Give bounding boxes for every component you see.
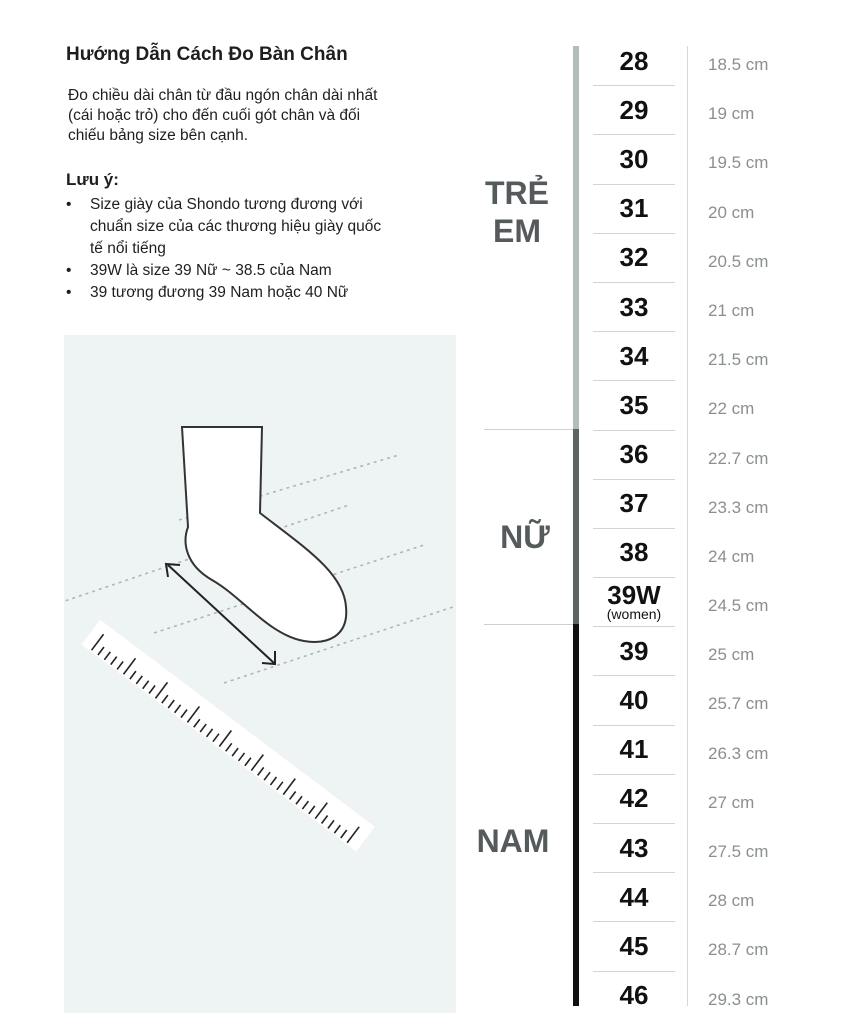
size-row — [593, 775, 833, 824]
shoe-size-value: 31 — [619, 193, 649, 224]
note-line: 39W là size 39 Nữ ~ 38.5 của Nam — [90, 262, 332, 279]
foot-length: 22.7 cm — [708, 448, 769, 468]
shoe-size — [593, 922, 675, 970]
shoe-size-value: 35 — [619, 389, 649, 420]
shoe-size-value: 37 — [619, 488, 649, 519]
size-row — [593, 529, 833, 578]
size-row — [593, 37, 833, 86]
guide-intro — [68, 86, 458, 146]
shoe-size — [593, 480, 675, 528]
foot-length: 23.3 cm — [708, 497, 769, 517]
group-bar-women — [573, 429, 579, 624]
size-row — [593, 480, 833, 529]
size-row — [593, 283, 833, 332]
note-heading: Lưu ý: — [66, 170, 119, 189]
note-line: 39 tương đương 39 Nam hoặc 40 Nữ — [90, 284, 349, 301]
sock-foot-shape — [182, 427, 346, 642]
foot-length: 27.5 cm — [708, 842, 769, 861]
group-label-women — [495, 518, 555, 556]
shoe-size-value: 36 — [619, 439, 649, 470]
shoe-size — [593, 431, 675, 479]
foot-length: 24 cm — [708, 546, 755, 566]
group-label-line: TRẺ — [485, 175, 549, 211]
shoe-size — [593, 283, 675, 331]
size-row — [593, 332, 833, 381]
foot-length: 19.5 cm — [708, 153, 769, 173]
shoe-size — [593, 135, 675, 183]
shoe-size-value: 29 — [619, 94, 649, 125]
group-separator — [484, 624, 576, 625]
shoe-size — [593, 86, 675, 134]
shoe-size — [593, 234, 675, 282]
foot-measurement-graphic — [64, 335, 456, 1013]
foot-length: 21.5 cm — [708, 350, 769, 370]
shoe-size-value: 30 — [619, 143, 649, 174]
shoe-size — [593, 726, 675, 774]
shoe-size — [593, 185, 675, 233]
size-row — [593, 234, 833, 283]
note-item — [66, 282, 466, 304]
size-chart — [593, 37, 833, 1021]
shoe-size — [593, 529, 675, 577]
shoe-size — [593, 332, 675, 380]
foot-length: 20.5 cm — [708, 251, 769, 271]
size-row — [593, 185, 833, 234]
note-item — [66, 260, 466, 282]
foot-length: 20 cm — [708, 202, 755, 222]
shoe-size-value: 43 — [619, 832, 649, 863]
size-row — [593, 381, 833, 430]
shoe-size — [593, 578, 675, 626]
shoe-size-value: 33 — [619, 291, 649, 322]
shoe-size-value: 44 — [619, 881, 649, 912]
group-bar-men — [573, 624, 579, 1006]
note-line: tế nổi tiếng — [90, 240, 166, 257]
size-row — [593, 873, 833, 922]
shoe-size — [593, 627, 675, 675]
group-label-line: NAM — [476, 823, 550, 859]
group-label-line: NỮ — [500, 519, 550, 555]
foot-length: 25 cm — [708, 645, 755, 665]
intro-line: (cái hoặc trỏ) cho đến cuối gót chân và đối — [68, 107, 361, 124]
foot-length: 26.3 cm — [708, 743, 769, 763]
shoe-size-value: 41 — [619, 734, 649, 765]
shoe-size-value: 42 — [619, 783, 649, 814]
shoe-size — [593, 676, 675, 724]
shoe-size — [593, 873, 675, 921]
ruler — [81, 619, 376, 852]
group-label-line: EM — [493, 213, 541, 249]
shoe-size — [593, 824, 675, 872]
guide-title: Hướng Dẫn Cách Đo Bàn Chân — [66, 44, 348, 65]
shoe-size-value: 38 — [619, 537, 649, 568]
size-row — [593, 86, 833, 135]
foot-length: 22 cm — [708, 399, 755, 419]
foot-length: 25.7 cm — [708, 694, 769, 714]
note-item — [66, 194, 466, 260]
foot-length: 24.5 cm — [708, 596, 769, 616]
foot-length: 27 cm — [708, 792, 755, 812]
intro-line: Đo chiều dài chân từ đầu ngón chân dài nhất — [68, 87, 378, 104]
shoe-size-value: 34 — [619, 340, 649, 371]
group-label-kids — [477, 174, 557, 250]
shoe-size — [593, 775, 675, 823]
group-separator — [484, 429, 576, 430]
foot-length: 28 cm — [708, 891, 755, 911]
shoe-size-note: (women) — [606, 605, 662, 622]
shoe-size-value: 39W — [607, 579, 661, 610]
size-row — [593, 972, 833, 1021]
foot-measurement-illustration — [64, 335, 456, 1013]
note-line: chuẩn size của các thương hiệu giày quốc — [90, 218, 382, 235]
shoe-size-value: 46 — [619, 980, 649, 1011]
shoe-size — [593, 381, 675, 429]
foot-length: 21 cm — [708, 300, 755, 320]
shoe-size-value: 28 — [619, 45, 649, 76]
foot-length: 19 cm — [708, 104, 755, 124]
size-row — [593, 627, 833, 676]
group-label-men — [468, 822, 558, 860]
size-row — [593, 431, 833, 480]
size-row — [593, 726, 833, 775]
notes-list — [66, 194, 466, 304]
shoe-size — [593, 37, 675, 85]
size-row — [593, 824, 833, 873]
size-row — [593, 578, 833, 627]
shoe-size-value: 45 — [619, 930, 649, 961]
foot-length: 29.3 cm — [708, 989, 769, 1009]
shoe-size — [593, 972, 675, 1020]
intro-line: chiếu bảng size bên cạnh. — [68, 127, 249, 144]
size-row — [593, 676, 833, 725]
size-row — [593, 135, 833, 184]
group-bar-kids — [573, 46, 579, 429]
shoe-size-value: 39 — [619, 635, 649, 666]
note-line: Size giày của Shondo tương đương với — [90, 196, 363, 213]
foot-length: 28.7 cm — [708, 940, 769, 960]
foot-length: 18.5 cm — [708, 55, 769, 74]
shoe-size-value: 32 — [619, 242, 649, 273]
size-row — [593, 922, 833, 971]
shoe-size-value: 40 — [619, 685, 649, 716]
